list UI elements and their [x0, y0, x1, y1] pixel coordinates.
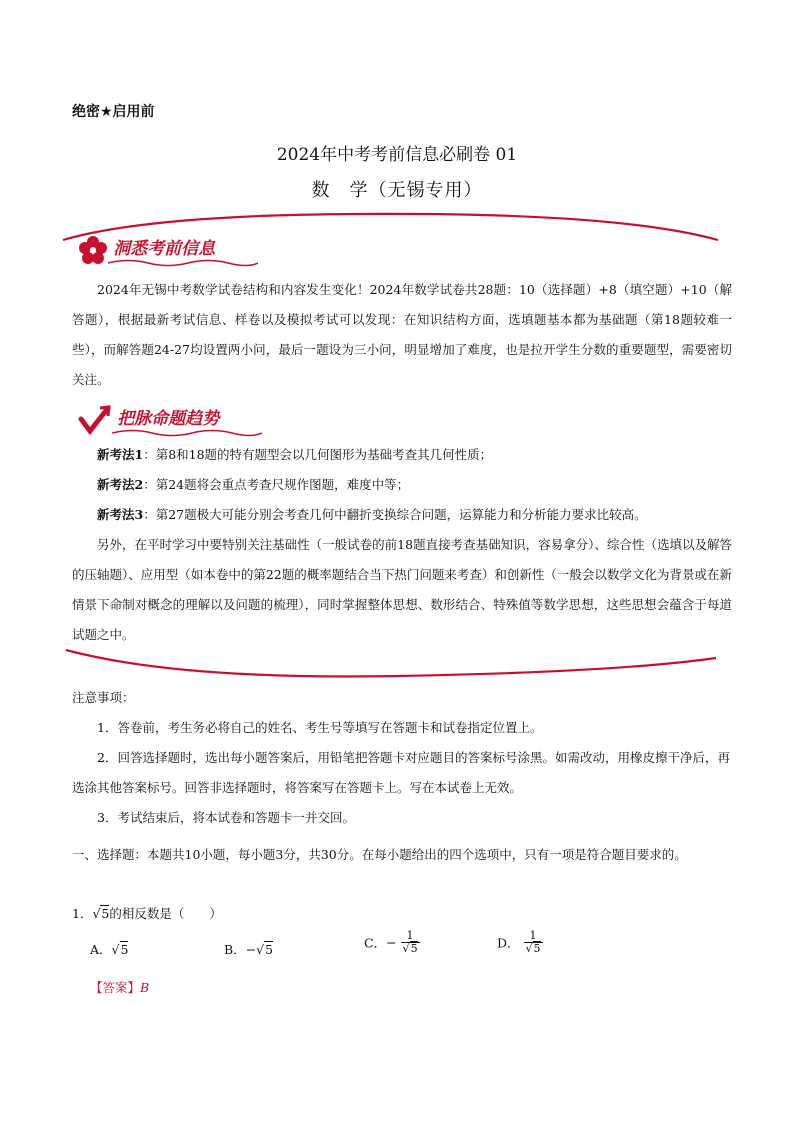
banner-title: 洞悉考前信息 [113, 239, 216, 259]
trend-extra-text: 另外，在平时学习中要特别关注基础性（一般试卷的前18题直接考查基础知识，容易拿分）、综合性（选填以及解答的压轴题）、应用型（如本卷中的第22题的概率题结合当下热门问题来考查）和创新性（一般会以数学文化为背景或在新情景下命制对概念的理解以及问题的梳理），同时掌握整体思想、数形结合、特殊值等数学思想，这些思想会蕴含于每道试题之中。 [72, 537, 732, 642]
option-a: A．√5 [90, 942, 129, 957]
banner-underline [112, 428, 262, 438]
option-c: C．− $\frac{1}{√5}$ [364, 929, 418, 955]
question-1: 1．√5的相反数是（ ） [72, 906, 222, 921]
flower-icon [78, 235, 108, 265]
banner-title: 把脉命题趋势 [117, 409, 220, 429]
exam-info-text: 2024年无锡中考数学试卷结构和内容发生变化！2024年数学试卷共28题：10（选择题）+8（填空题）+10（解答题），根据最新考试信息、样卷以及模拟考试可以发现：在知识结构方面，选填题基本都为基础题（第18题较难一些），而解答题24-27均设置两小问，最后一题设为三小问，明显增加了难度，也是拉开学生分数的重要题型，需要密切关注。 [72, 282, 732, 387]
notes-list [72, 713, 732, 833]
option-b: B．−√5 [224, 942, 274, 957]
note-item: 3．考试结束后，将本试卷和答题卡一并交回。 [97, 810, 355, 825]
page-title: 2024年中考考前信息必刷卷 01 [276, 145, 518, 165]
banner-underline [108, 258, 258, 268]
trend-list [72, 440, 732, 650]
section-heading: 一、选择题：本题共10小题，每小题3分，共30分。在每小题给出的四个选项中，只有一项是符合题目要求的。 [72, 847, 687, 862]
trend-item: 新考法3：第27题极大可能分别会考查几何中翻折变换综合问题，运算能力和分析能力要求比较高。 [97, 507, 647, 522]
trend-item: 新考法1：第8和18题的特有题型会以几何图形为基础考查其几何性质； [97, 447, 493, 462]
note-item: 2．回答选择题时，选出每小题答案后，用铅笔把答题卡对应题目的答案标号涂黑。如需改动，用橡皮擦干净后，再选涂其他答案标号。回答非选择题时，将答案写在答题卡上。写在本试卷上无效。 [72, 750, 730, 795]
page-subtitle: 数 学（无锡专用） [311, 180, 483, 201]
notes-title: 注意事项： [72, 690, 135, 705]
question-stem: 的相反数是（ ） [109, 906, 222, 921]
trend-item: 新考法2：第24题将会重点考查尺规作图题，难度中等； [97, 477, 410, 492]
exam-info-paragraph [72, 275, 732, 395]
answer: 【答案】B [90, 980, 150, 995]
confidential-mark: 绝密★启用前 [72, 104, 155, 120]
check-arrow-icon [78, 405, 112, 435]
note-item: 1．答卷前，考生务必将自己的姓名、考生号等填写在答题卡和试卷指定位置上。 [97, 720, 543, 735]
question-number: 1． [72, 906, 93, 921]
option-d: D． $\frac{1}{√5}$ [497, 929, 541, 955]
